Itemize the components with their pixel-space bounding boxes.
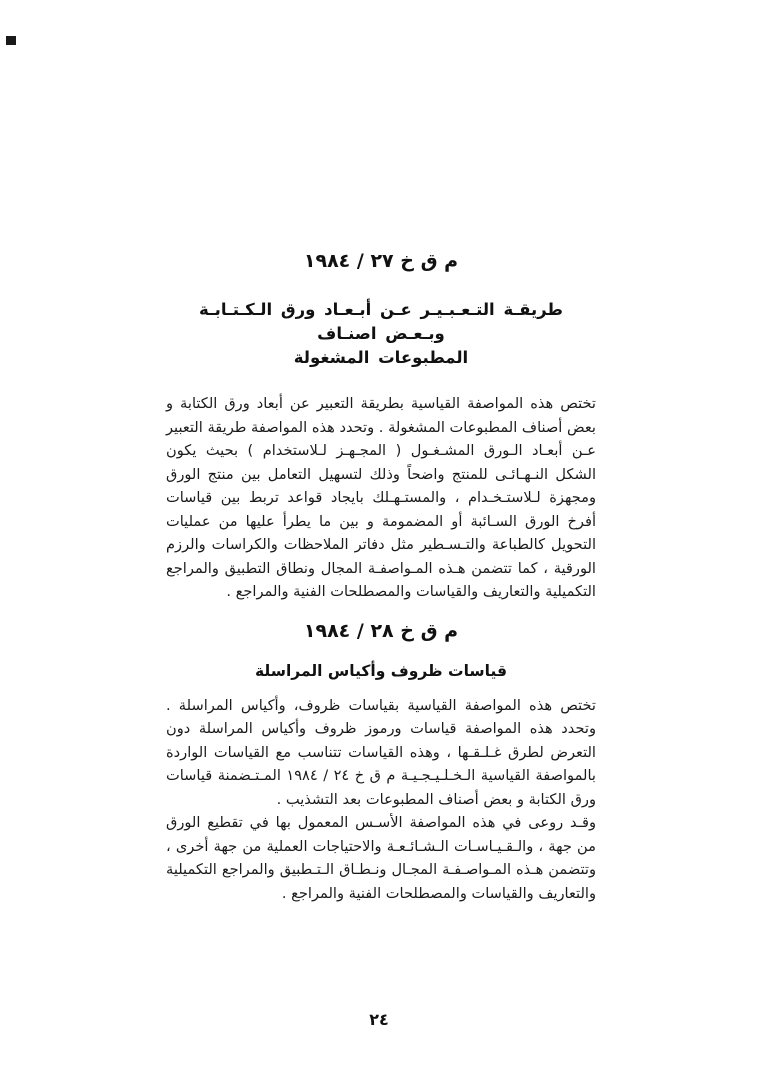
standard-code-2: م ق خ ٢٨ / ١٩٨٤ bbox=[303, 619, 459, 642]
section-1-body: تختص هذه المواصفة القياسية بطريقة التعبير عن أبعاد ورق الكتابة و بعض أصناف المطبوعات المشغولة . وتحدد هذه المواصفة طريقة التعبير عـن أبعـاد الـورق المشـغـول ( المجـهـز لـلاستخدام ) بحيث يكون الشكل النـهـائـى للمنتج واضحاً وذلك لتسهيل التعامل بين منتج الورق ومجهزة لـلاستـخـدام ، والمستـهـلك بايجاد قواعد تربط بين قياسات أفرخ الورق السـائبة أو المضمومة و بين ما يطرأ عليها من عمليات التحويل كالطباعة والتـسـطير مثل دفاتر الملاحظات والكراسات والرزم الورقية ، كما تتضمن هـذه المـواصفـة المجال ونطاق التطبيق والمراجع التكميلية والتعاريف والقياسات والمصطلحات الفنية والمراجع . bbox=[166, 395, 596, 600]
section-1-title-line-1: طريقـة التـعـبـيـر عـن أبـعـاد ورق الـكـتـابـة وبـعـض اصنـاف bbox=[199, 300, 563, 343]
standard-code-1: م ق خ ٢٧ / ١٩٨٤ bbox=[303, 250, 459, 272]
page-number: ٢٤ bbox=[369, 1010, 389, 1029]
section-2-body-paragraph-2: وقـد روعى في هذه المواصفة الأسـس المعمول بها في تقطيع الورق من جهة ، والـقـيـاسـات الـشـائـعـة والاحتياجات العملية من جهة أخرى ، وتتضمن هـذه المـواصـفـة المجـال ونـطـاق الـتـطبيق والمراجع التكميلية والتعاريف والقياسات والمصطلحات الفنية والمراجع . bbox=[166, 814, 596, 902]
section-1-title bbox=[166, 298, 596, 370]
section-2-title: قياسات ظروف وأكياس المراسلة bbox=[255, 661, 507, 680]
page-content bbox=[166, 250, 596, 905]
section-2-body-paragraph-1: تختص هذه المواصفة القياسية بقياسات ظروف، وأكياس المراسلة . وتحدد هذه المواصفة قياسات ورموز ظروف وأكياس المراسلة دون التعرض لطرق غـلـقـها ، وهذه القياسات تتناسب مع القياسات الواردة بالمواصفة القياسية الـخـلـيـجـيـة م ق خ ٢٤ / ١٩٨٤ المـتـضمنة قياسات ورق الكتابة و بعض أصناف المطبوعات بعد التشذيب . bbox=[166, 696, 596, 808]
scan-artifact bbox=[6, 36, 16, 45]
section-1-title-line-2: المطبوعات المشغولة bbox=[293, 348, 469, 367]
